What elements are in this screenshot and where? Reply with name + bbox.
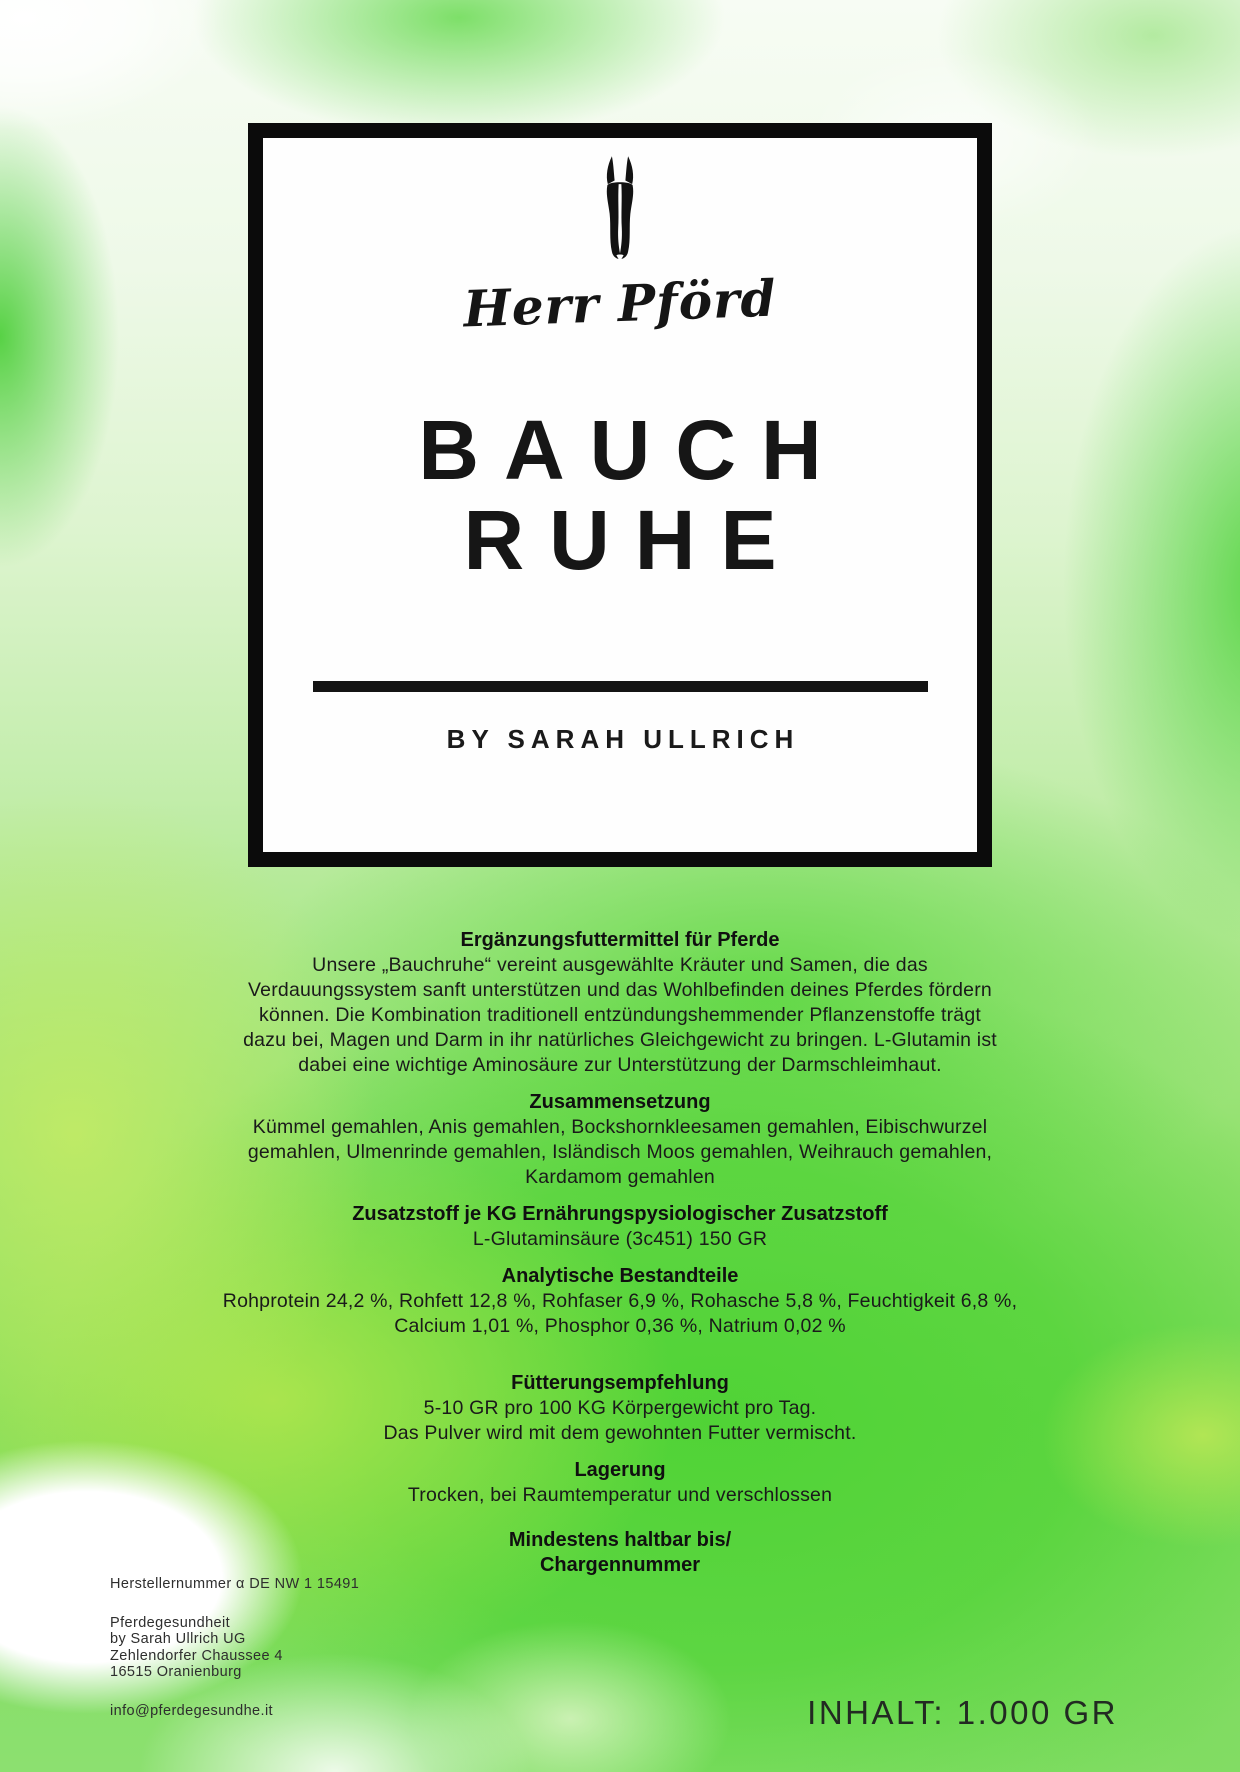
section-body-line: gemahlen, Ulmenrinde gemahlen, Isländisch Moos gemahlen, Weihrauch gemahlen, [247, 1141, 993, 1163]
contact-email: info@pferdegesundhe.it [110, 1702, 273, 1719]
section-body-line: Trocken, bei Raumtemperatur und verschlossen [407, 1484, 833, 1506]
product-title-line2: RUHE [463, 493, 802, 587]
company-address-line: by Sarah Ullrich UG [110, 1631, 246, 1647]
section-heading: Chargennummer [539, 1554, 701, 1576]
label-section [0, 1446, 1240, 1508]
section-body-line: Kümmel gemahlen, Anis gemahlen, Bockshornkleesamen gemahlen, Eibischwurzel [252, 1116, 988, 1138]
label-section [0, 1078, 1240, 1190]
section-body-line: Unsere „Bauchruhe“ vereint ausgewählte Kräuter und Samen, die das [312, 954, 928, 976]
spacer [110, 1681, 359, 1703]
section-body-line: dabei eine wichtige Aminosäure zur Unterstützung der Darmschleimhaut. [298, 1054, 942, 1076]
title-divider-rule [313, 681, 928, 692]
company-address-line: Zehlendorfer Chaussee 4 [110, 1647, 283, 1664]
label-frame-box [248, 123, 992, 867]
brand-logo-script: Herr Pförd [462, 268, 778, 339]
section-heading: Mindestens haltbar bis/ [508, 1529, 732, 1551]
manufacturer-block [110, 1576, 359, 1719]
section-body-line: können. Die Kombination traditionell entzündungshemmender Pflanzenstoffe trägt [258, 1004, 982, 1026]
section-body-line: Verdauungssystem sanft unterstützen und das Wohlbefinden deines Pferdes fördern [248, 979, 992, 1001]
company-address [110, 1615, 359, 1681]
company-address-line: Pferdegesundheit [110, 1614, 231, 1631]
section-heading: Zusatzstoff je KG Ernährungspysiologischer Zusatzstoff [352, 1203, 888, 1225]
section-body-line: Kardamom gemahlen [525, 1166, 715, 1188]
label-sections [0, 928, 1240, 1578]
horse-head-icon [593, 153, 647, 271]
section-body-line: 5-10 GR pro 100 KG Körpergewicht pro Tag. [423, 1397, 817, 1419]
section-heading: Lagerung [574, 1459, 666, 1481]
label-section [0, 1508, 1240, 1578]
byline: BY SARAH ULLRICH [446, 724, 800, 754]
content-amount: INHALT: 1.000 GR [807, 1694, 1118, 1731]
label-section [0, 1339, 1240, 1446]
section-body-line: Das Pulver wird mit dem gewohnten Futter vermischt. [383, 1422, 857, 1444]
label-section [0, 928, 1240, 1078]
section-heading: Zusammensetzung [529, 1091, 711, 1113]
section-body-line: L-Glutaminsäure (3c451) 150 GR [472, 1228, 768, 1250]
section-heading: Fütterungsempfehlung [511, 1372, 729, 1394]
manufacturer-number: Herstellernummer α DE NW 1 15491 [110, 1576, 360, 1592]
label-section [0, 1252, 1240, 1339]
company-address-line: 16515 Oranienburg [110, 1664, 242, 1680]
section-heading: Analytische Bestandteile [501, 1265, 739, 1287]
spacer [110, 1593, 359, 1615]
product-title-line1: BAUCH [418, 403, 847, 497]
section-body-line: dazu bei, Magen und Darm in ihr natürliches Gleichgewicht zu bringen. L-Glutamin ist [243, 1029, 997, 1051]
product-title [263, 405, 977, 585]
label-section [0, 1190, 1240, 1252]
section-body-line: Calcium 1,01 %, Phosphor 0,36 %, Natrium 0,02 % [394, 1315, 846, 1337]
section-body-line: Rohprotein 24,2 %, Rohfett 12,8 %, Rohfaser 6,9 %, Rohasche 5,8 %, Feuchtigkeit 6,8 %, [222, 1290, 1018, 1312]
section-heading: Ergänzungsfuttermittel für Pferde [460, 929, 780, 951]
